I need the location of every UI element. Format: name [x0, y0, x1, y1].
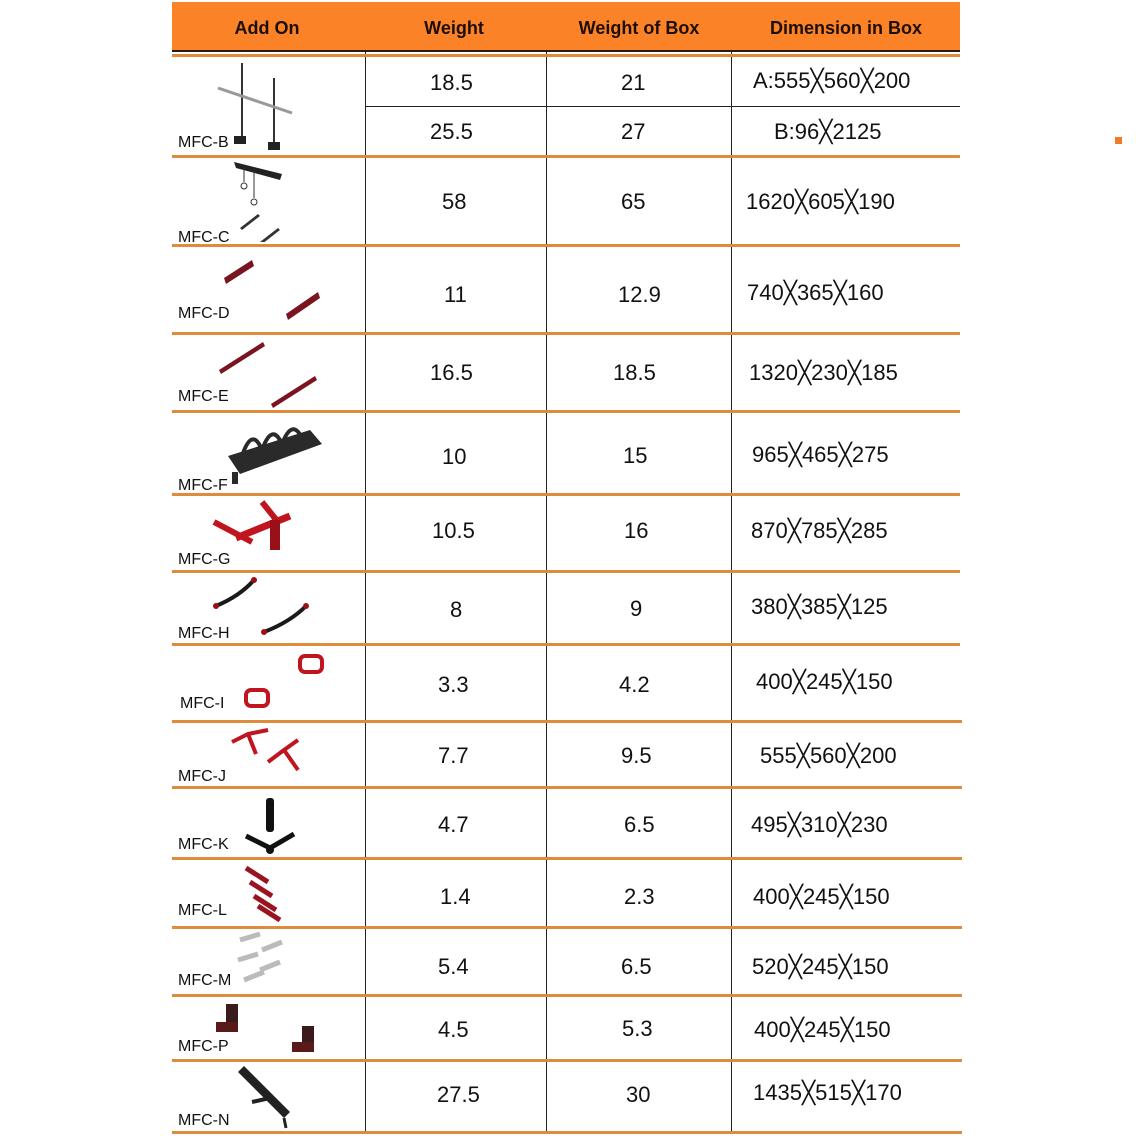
product-image-mfc-i: [238, 650, 348, 716]
weight-value: 3.3: [438, 672, 469, 697]
model-label: MFC-G: [178, 551, 231, 568]
row-divider: [172, 643, 960, 646]
column-divider: [365, 52, 366, 1134]
weight-value: 4.7: [438, 812, 469, 837]
box-weight-value: 4.2: [619, 672, 650, 697]
header-weight-of-box: Weight of Box: [578, 18, 700, 38]
header-add-on: Add On: [234, 18, 300, 38]
product-image-mfc-c: [232, 160, 302, 242]
model-label: MFC-F: [178, 477, 228, 494]
box-weight-value: 9: [630, 596, 643, 621]
dimension-value: 1320╳230╳185: [749, 360, 898, 385]
dimension-value: 380╳385╳125: [751, 594, 888, 619]
model-label: MFC-N: [178, 1112, 230, 1129]
weight-value: 25.5: [430, 119, 473, 144]
model-label: MFC-L: [178, 902, 227, 919]
dimension-value: 495╳310╳230: [751, 812, 888, 837]
model-label: MFC-P: [178, 1038, 229, 1055]
product-image-mfc-d: [222, 252, 332, 322]
weight-value: 1.4: [440, 884, 471, 909]
weight-value: 16.5: [430, 360, 473, 385]
weight-value: 11: [444, 282, 467, 307]
model-label: MFC-M: [178, 972, 232, 989]
row-divider: [172, 244, 960, 247]
product-image-mfc-p: [212, 1000, 342, 1058]
column-divider: [546, 52, 547, 1134]
weight-value: 4.5: [438, 1017, 469, 1042]
dimension-value: 965╳465╳275: [752, 442, 889, 467]
model-label: MFC-J: [178, 768, 226, 785]
row-divider: [172, 786, 962, 789]
product-image-mfc-n: [232, 1062, 312, 1130]
model-label: MFC-D: [178, 305, 230, 322]
product-image-mfc-m: [232, 930, 312, 992]
weight-value: 10.5: [432, 518, 475, 543]
row-divider: [172, 857, 962, 860]
row-divider: [172, 1131, 962, 1134]
box-weight-value: 6.5: [621, 954, 652, 979]
weight-value: 8: [450, 597, 463, 622]
product-image-mfc-l: [238, 862, 318, 924]
row-divider: [172, 54, 960, 57]
table-header: [172, 2, 960, 52]
dimension-value: A:555╳560╳200: [753, 68, 911, 93]
box-weight-value: 2.3: [624, 884, 655, 909]
product-image-mfc-f: [222, 416, 332, 488]
column-divider: [731, 52, 732, 1134]
dimension-value: B:96╳2125: [774, 119, 882, 144]
row-divider: [172, 332, 960, 335]
weight-value: 27.5: [437, 1082, 480, 1107]
box-weight-value: 27: [621, 119, 646, 144]
box-weight-value: 12.9: [618, 282, 661, 307]
box-weight-value: 15: [623, 443, 648, 468]
box-weight-value: 5.3: [622, 1016, 653, 1041]
box-weight-value: 21: [621, 70, 646, 95]
dimension-value: 555╳560╳200: [760, 743, 897, 768]
weight-value: 18.5: [430, 70, 473, 95]
header-dimension-in-box: Dimension in Box: [769, 18, 922, 38]
product-image-mfc-j: [228, 724, 328, 784]
dimension-value: 1435╳515╳170: [753, 1080, 902, 1105]
row-divider: [172, 720, 962, 723]
dimension-value: 870╳785╳285: [751, 518, 888, 543]
dimension-value: 400╳245╳150: [753, 884, 890, 909]
row-divider: [172, 410, 960, 413]
model-label: MFC-E: [178, 388, 229, 405]
model-label: MFC-B: [178, 134, 229, 151]
product-image-mfc-k: [242, 790, 312, 856]
product-image-mfc-e: [217, 340, 327, 408]
row-divider: [172, 493, 960, 496]
weight-value: 5.4: [438, 954, 469, 979]
box-weight-value: 30: [626, 1082, 651, 1107]
dimension-value: 400╳245╳150: [754, 1017, 891, 1042]
box-weight-value: 18.5: [613, 360, 656, 385]
row-divider: [172, 926, 962, 929]
weight-value: 58: [442, 189, 467, 214]
dimension-value: 520╳245╳150: [752, 954, 889, 979]
row-divider: [172, 570, 960, 573]
box-weight-value: 9.5: [621, 743, 652, 768]
row-divider: [172, 155, 960, 158]
orange-dot-marker: [1115, 137, 1122, 144]
box-weight-value: 65: [621, 189, 646, 214]
row-divider: [365, 106, 960, 107]
box-weight-value: 16: [624, 518, 649, 543]
model-label: MFC-I: [180, 695, 225, 712]
model-label: MFC-H: [178, 625, 230, 642]
weight-value: 7.7: [438, 743, 469, 768]
header-weight: Weight: [424, 18, 484, 38]
box-weight-value: 6.5: [624, 812, 655, 837]
model-label: MFC-K: [178, 836, 229, 853]
weight-value: 10: [442, 444, 467, 469]
dimension-value: 400╳245╳150: [756, 669, 893, 694]
dimension-value: 1620╳605╳190: [746, 189, 895, 214]
row-divider: [172, 994, 962, 997]
model-label: MFC-C: [178, 229, 230, 246]
dimension-value: 740╳365╳160: [747, 280, 884, 305]
